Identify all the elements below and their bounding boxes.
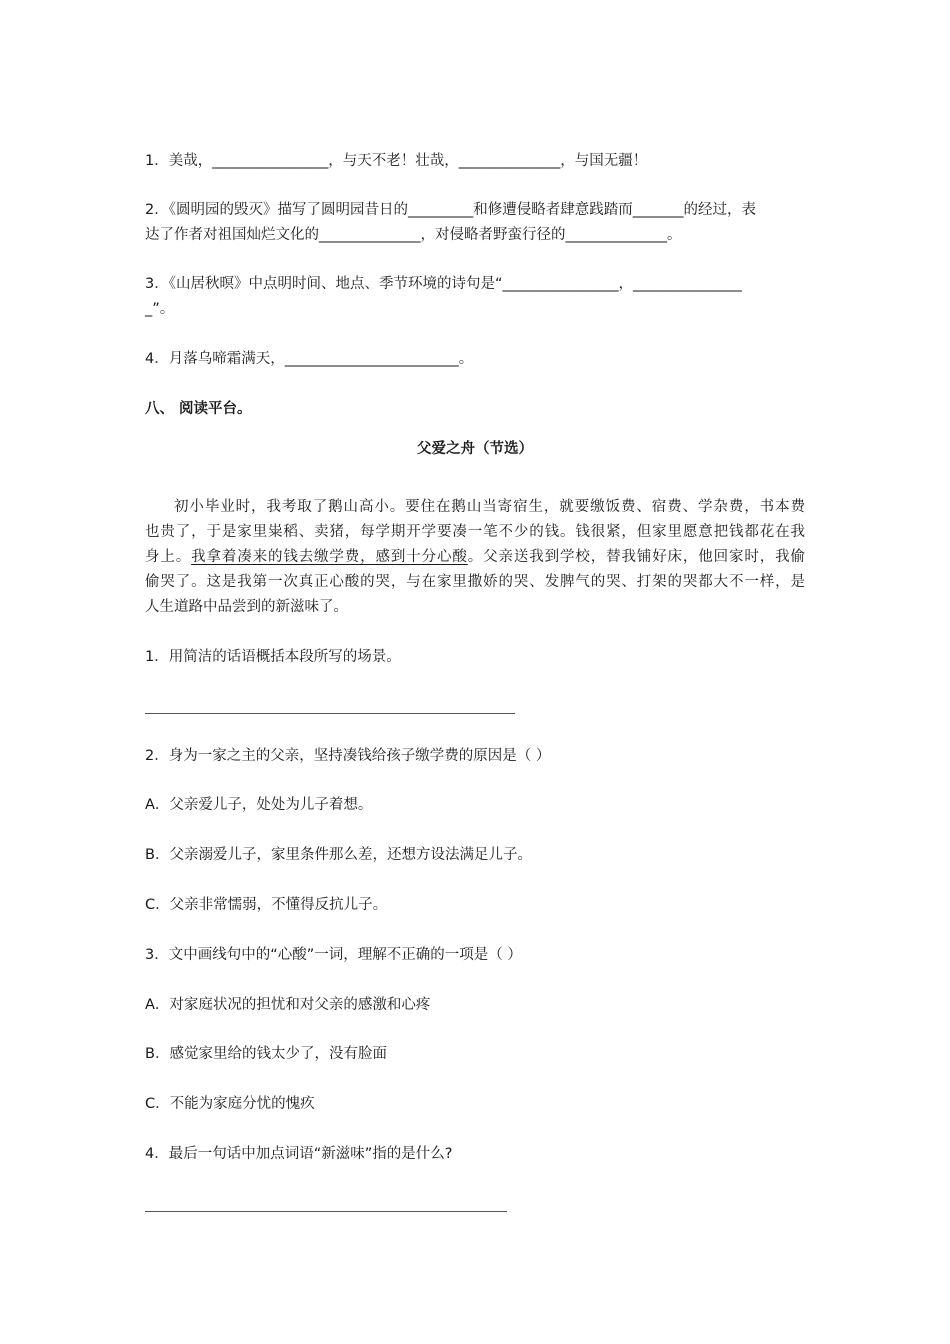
- option-3b: B．感觉家里给的钱太少了，没有脸面: [145, 1046, 387, 1062]
- passage-title: 父爱之舟（节选）: [417, 441, 533, 457]
- reading-question-3: 3．文中画线句中的“心酸”一词，理解不正确的一项是（ ）: [145, 947, 522, 963]
- option-2c: C．父亲非常懦弱，不懂得反抗儿子。: [145, 897, 388, 913]
- option-3a: A．对家庭状况的担忧和对父亲的感激和心疼: [145, 997, 431, 1013]
- answer-line-4[interactable]: [145, 1211, 507, 1212]
- question-7-4: 4．月落乌啼霜满天，________________________。: [145, 351, 474, 367]
- option-3c: C．不能为家庭分忧的愧疚: [145, 1096, 315, 1112]
- underlined-sentence: 我拿着凑来的钱去缴学费，感到十分心酸: [191, 549, 468, 565]
- passage-line-3-start: 身上。: [145, 549, 192, 565]
- question-7-1: 1．美哉，________________，与天不老！壮哉，______________，与国无疆！: [145, 153, 648, 169]
- passage-line-4: 偷哭了。这是我第一次真正心酸的哭，与在家里撒娇的哭、发脾气的哭、打架的哭都大不一样，是: [145, 574, 805, 590]
- question-7-3-line-2: _”。: [145, 301, 175, 317]
- question-7-2-line-1: 2．《圆明园的毁灭》描写了圆明园昔日的_________和修遭侵略者肆意践踏而_______的经过，表: [145, 202, 756, 218]
- passage-line-2: 也贵了，于是家里粜稻、卖猪，每学期开学要凑一笔不少的钱。钱很紧，但家里愿意把钱都花在我: [145, 524, 805, 540]
- option-2b: B．父亲溺爱儿子，家里条件那么差，还想方设法满足儿子。: [145, 847, 532, 863]
- reading-question-2: 2．身为一家之主的父亲，坚持凑钱给孩子缴学费的原因是（ ）: [145, 748, 551, 764]
- passage-line-1: 初小毕业时，我考取了鹅山高小。要住在鹅山当寄宿生，就要缴饭费、宿费、学杂费，书本费: [174, 499, 805, 515]
- section-8-heading: 八、 阅读平台。: [145, 401, 252, 417]
- answer-line-1[interactable]: [145, 713, 515, 714]
- passage-line-5: 人生道路中品尝到的新滋味了。: [145, 599, 348, 615]
- option-2a: A．父亲爱儿子，处处为儿子着想。: [145, 797, 373, 813]
- passage-line-3: [145, 545, 805, 570]
- reading-question-1: 1．用简洁的话语概括本段所写的场景。: [145, 649, 401, 665]
- reading-passage: [145, 495, 805, 620]
- question-7-2-line-2: 达了作者对祖国灿烂文化的______________，对侵略者野蛮行径的______________。: [145, 227, 682, 243]
- reading-question-4: 4．最后一句话中加点词语“新滋味”指的是什么?: [145, 1146, 453, 1162]
- question-7-3-line-1: 3．《山居秋暝》中点明时间、地点、季节环境的诗句是“________________，_______________: [145, 276, 742, 292]
- passage-line-3-end: 。父亲送我到学校，替我铺好床，他回家时，我偷: [467, 549, 806, 565]
